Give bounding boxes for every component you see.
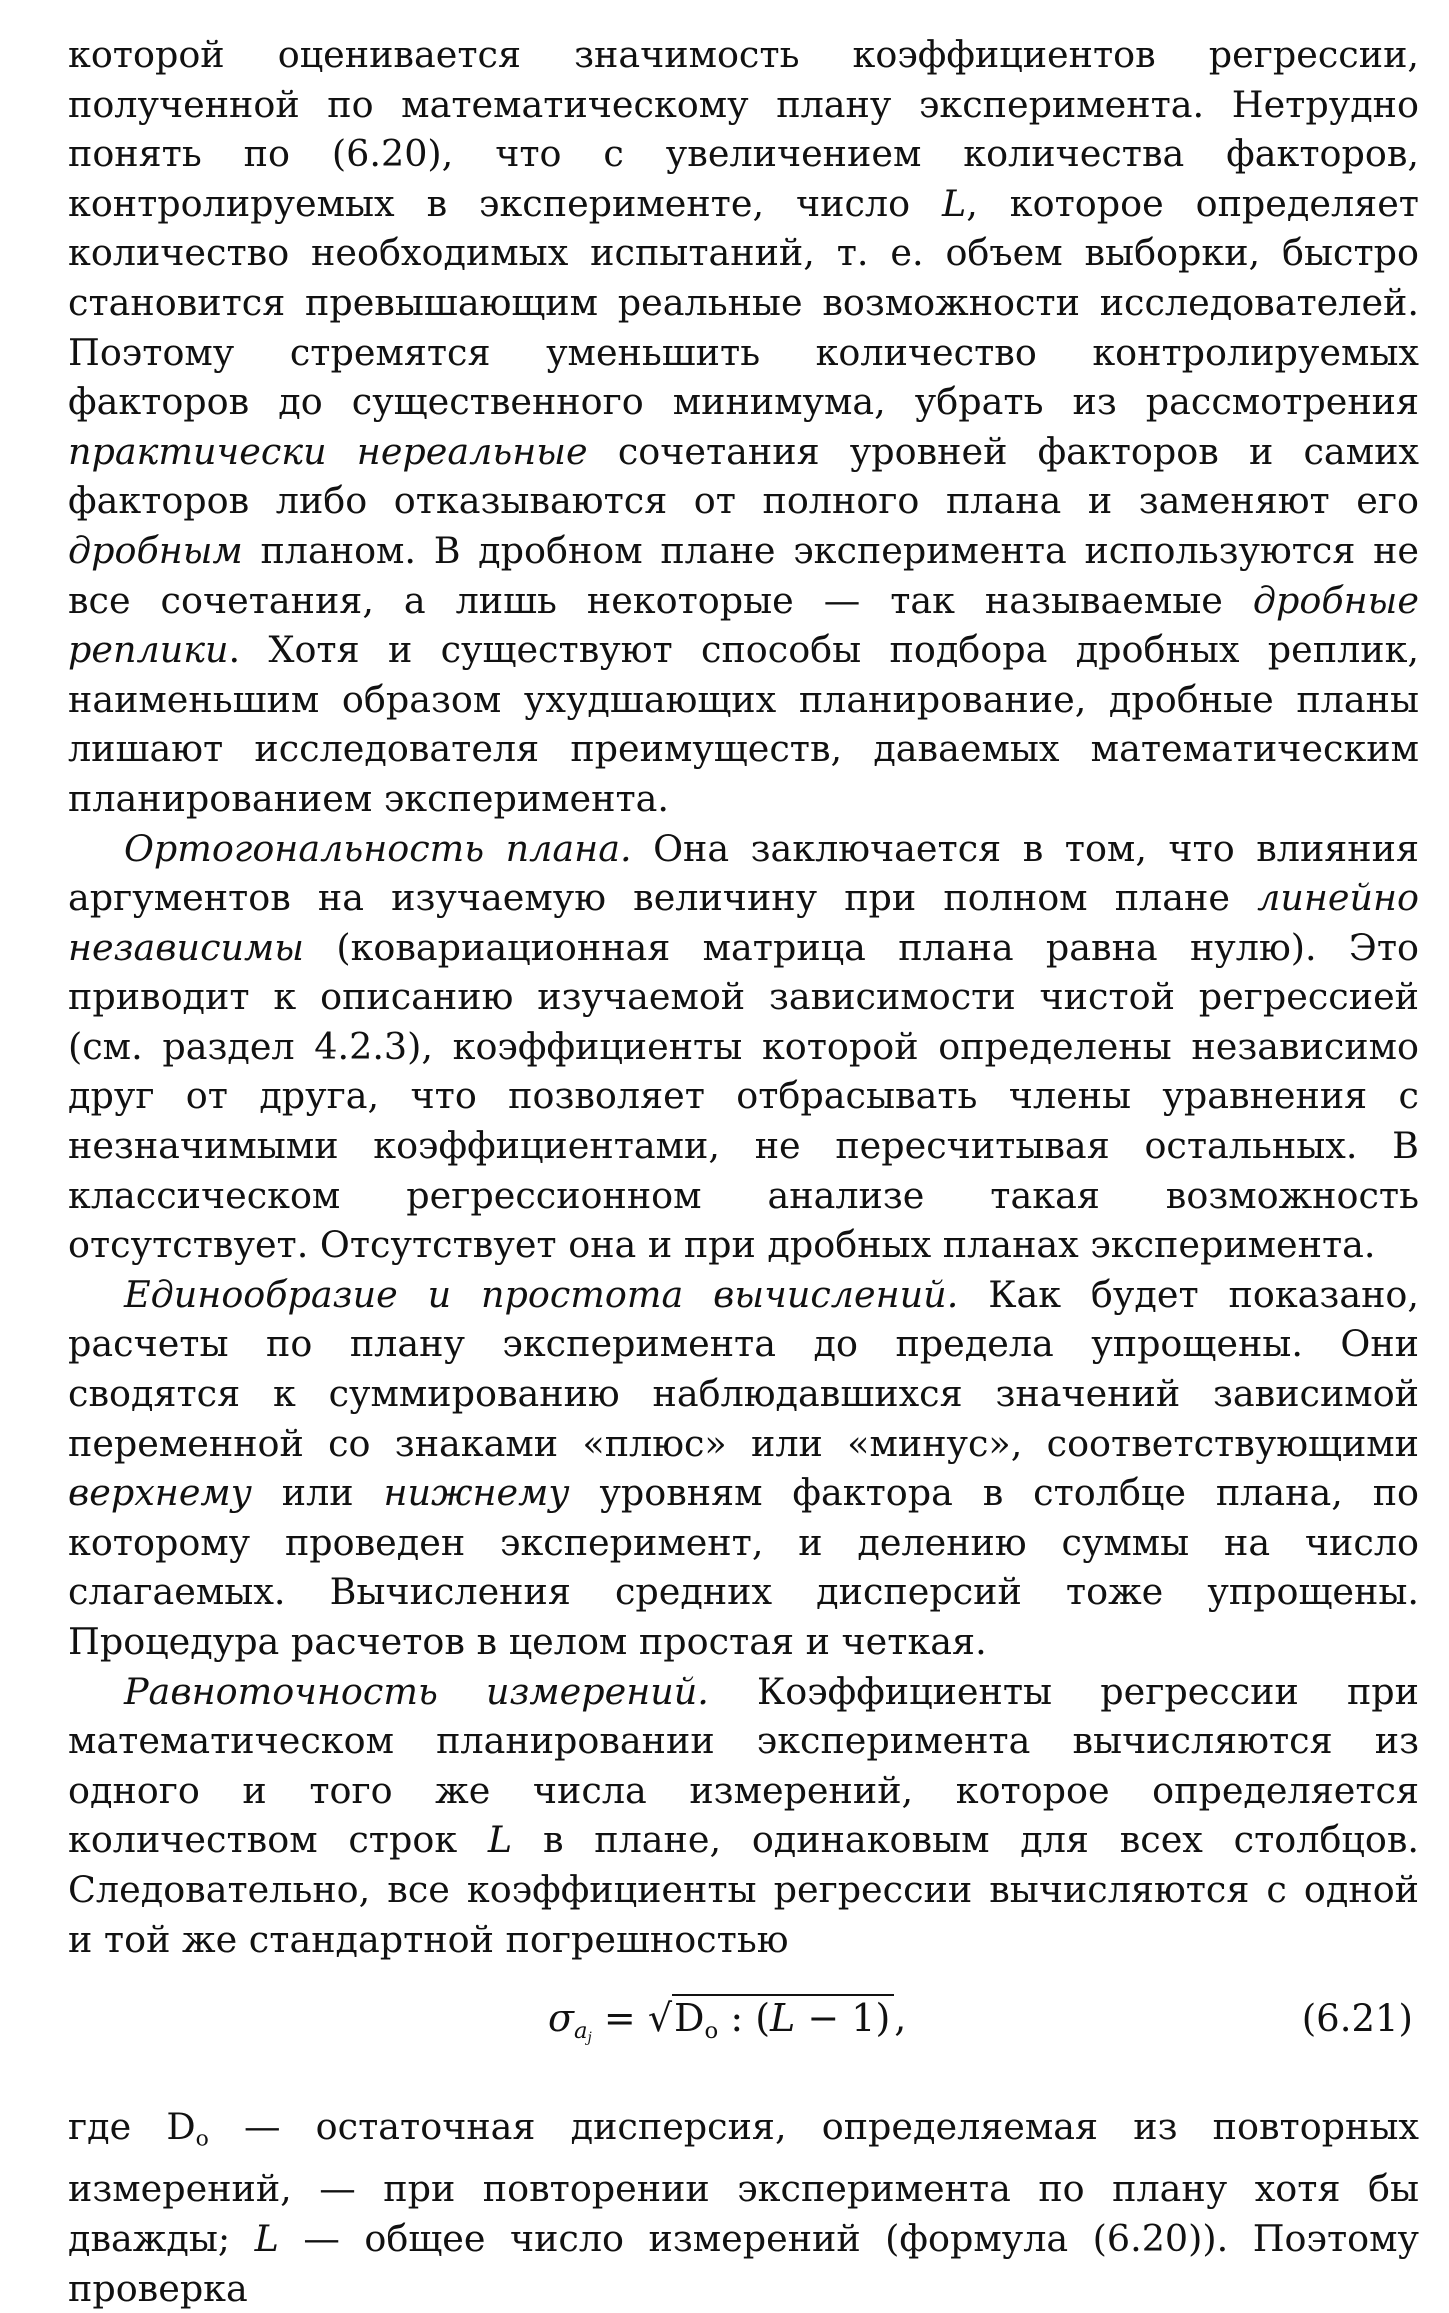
paragraph-1-segment-6: планом. В дробном плане эксперимента используются не все сочетания, а лишь некоторые — так называемые bbox=[68, 528, 1419, 622]
paragraph-4-segment-2: L bbox=[487, 1818, 513, 1862]
paragraph-4-segment-0: Равноточность измерений. bbox=[124, 1669, 709, 1713]
paragraph-1-segment-4: сочетания уровней факторов и самих факторов либо отказываются от полного плана и заменяют его bbox=[68, 429, 1419, 523]
paragraph-2-segment-3: (ковариационная матрица плана равна нулю). Это приводит к описанию изучаемой зависимости чистой регрессией (см. раздел 4.2.3), коэффициенты которой определены независимо друг от друга, что позволяет отбрасывать члены уравнения с незначимыми коэффициентами, не пересчитывая остальных. В классическом регрессионном анализе такая возможность отсутствует. Отсутствует она и при дробных планах эксперимента. bbox=[68, 925, 1419, 1267]
formula-radicand-tail: − 1) bbox=[795, 1996, 891, 2041]
formula-expression bbox=[548, 1994, 906, 2064]
paragraph-2-segment-0: Ортогональность плана. bbox=[124, 826, 632, 870]
closing-segment-1: o bbox=[195, 2126, 209, 2152]
paragraph-4-segment-3: в плане, одинаковым для всех столбцов. Следовательно, все коэффициенты регрессии вычисляются с одной и той же стандартной погрешностью bbox=[68, 1818, 1420, 1961]
formula-sigma: σ bbox=[548, 1996, 574, 2041]
formula-sub-j: j bbox=[587, 2030, 592, 2047]
formula-sub-a: a bbox=[573, 2017, 588, 2044]
paragraph-1-segment-2: , которое определяет количество необходимых испытаний, т. е. объем выборки, быстро становится превышающим реальные возможности исследователей. Поэтому стремятся уменьшить количество контролируемых факторов до существенного минимума, убрать из рассмотрения bbox=[68, 181, 1419, 424]
paragraph-2 bbox=[68, 824, 1419, 1270]
paragraph-1-segment-7: дробные реплики bbox=[68, 578, 1419, 672]
paragraph-3-segment-3: или bbox=[251, 1471, 384, 1515]
paragraph-4 bbox=[68, 1667, 1419, 1965]
closing-segment-0: где D bbox=[68, 2105, 196, 2149]
closing-paragraph bbox=[68, 2102, 1419, 2313]
paragraph-1-segment-8: . Хотя и существуют способы подбора дробных реплик, наименьшим образом ухудшающих планирование, дробные планы лишают исследователя преимуществ, даваемых математическим планированием эксперимента. bbox=[68, 628, 1419, 820]
formula-radicand-sub: o bbox=[704, 2017, 719, 2044]
formula-equals: = bbox=[603, 1996, 636, 2041]
closing-segment-3: L bbox=[254, 2216, 279, 2260]
closing-segment-2: — остаточная дисперсия, определяемая из повторных измерений, — при повторении эксперимента по плану хотя бы дважды; bbox=[68, 2105, 1419, 2260]
paragraph-3-segment-1: Как будет показано, расчеты по плану эксперимента до предела упрощены. Они сводятся к суммированию наблюдавшихся значений зависимой переменной со знаками «плюс» или «минус», соответствующими bbox=[68, 1272, 1419, 1465]
formula-radical: √ bbox=[647, 1996, 673, 2041]
paragraph-3 bbox=[68, 1270, 1419, 1667]
body-text bbox=[68, 30, 1419, 1964]
equation-number: (6.21) bbox=[1301, 1997, 1413, 2041]
paragraph-4-segment-1: Коэффициенты регрессии при математическом планировании эксперимента вычисляются из одного и того же числа измерений, которое определяется количеством строк bbox=[68, 1669, 1419, 1862]
paragraph-1-segment-0: которой оценивается значимость коэффициентов регрессии, полученной по математическому плану эксперимента. Нетрудно понять по (6.20), что с увеличением количества факторов, контролируемых в эксперименте, число bbox=[68, 33, 1419, 225]
paragraph-1-segment-1: L bbox=[942, 181, 967, 225]
formula-radicand bbox=[672, 1994, 894, 2044]
paragraph-3-segment-5: уровням фактора в столбце плана, по которому проведен эксперимент, и делению суммы на число слагаемых. Вычисления средних дисперсий тоже упрощены. Процедура расчетов в целом простая и четкая. bbox=[68, 1471, 1419, 1663]
formula-trailing: , bbox=[894, 1996, 907, 2041]
paragraph-1-segment-5: дробным bbox=[68, 528, 243, 572]
paragraph-3-segment-2: верхнему bbox=[68, 1471, 252, 1515]
formula-radicand-var: L bbox=[770, 1996, 796, 2041]
formula-radicand-rest: : ( bbox=[718, 1996, 771, 2041]
equation-6-21 bbox=[68, 1972, 1419, 2092]
paragraph-3-segment-0: Единообразие и простота вычислений. bbox=[124, 1272, 959, 1316]
closing-segment-4: — общее число измерений (формула (6.20)). Поэтому проверка bbox=[68, 2216, 1419, 2310]
paragraph-1-segment-3: практически нереальные bbox=[68, 429, 588, 473]
paragraph-1 bbox=[68, 30, 1419, 824]
paragraph-2-segment-1: Она заключается в том, что влияния аргументов на изучаемую величину при полном плане bbox=[68, 826, 1419, 920]
paragraph-3-segment-4: нижнему bbox=[383, 1471, 570, 1515]
formula-radicand-d: D bbox=[674, 1996, 705, 2041]
paragraph-2-segment-2: линейно независимы bbox=[68, 876, 1419, 969]
